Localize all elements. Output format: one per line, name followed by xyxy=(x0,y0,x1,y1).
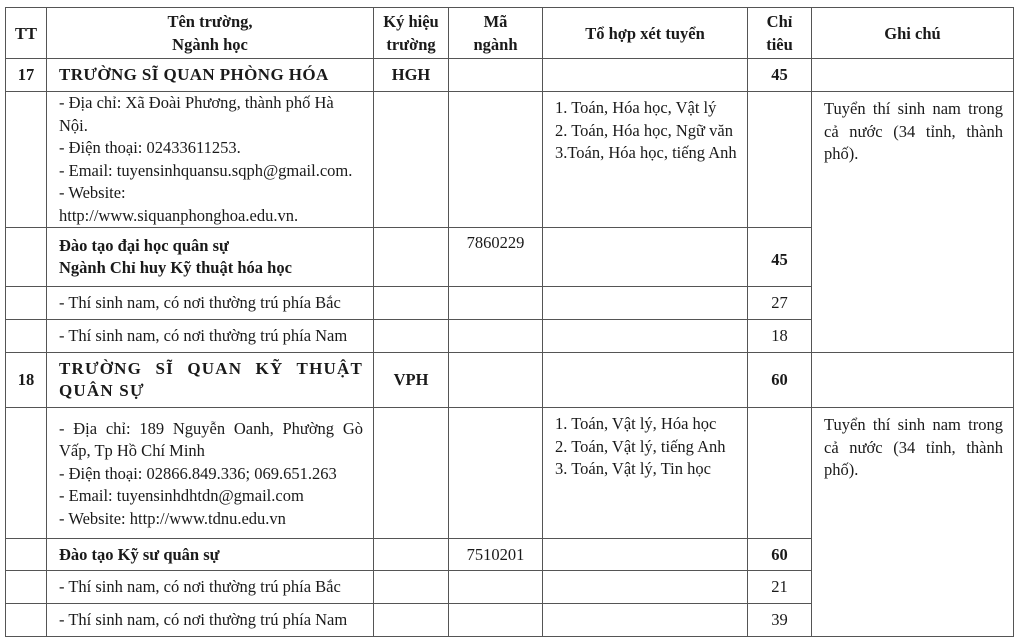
program-code: 7860229 xyxy=(449,228,543,287)
empty-cell xyxy=(543,604,748,637)
website-line: - Website: http://www.siquanphonghoa.edu.vn. xyxy=(59,183,299,225)
empty-cell xyxy=(543,287,748,320)
school-code-empty xyxy=(449,59,543,92)
school-tt: 18 xyxy=(6,353,47,408)
program-line: Đào tạo đại học quân sự xyxy=(59,235,229,255)
program-quota: 45 xyxy=(748,228,812,287)
school-symbol: HGH xyxy=(374,59,449,92)
empty-cell xyxy=(374,228,449,287)
empty-cell xyxy=(748,408,812,539)
empty-cell xyxy=(6,287,47,320)
phone-line: - Điện thoại: 02433611253. xyxy=(59,138,241,157)
program-name xyxy=(47,228,374,287)
header-combination: Tổ hợp xét tuyển xyxy=(543,8,748,59)
empty-cell xyxy=(449,571,543,604)
phone-line: - Điện thoại: 02866.849.336; 069.651.263 xyxy=(59,463,337,483)
empty-cell xyxy=(6,604,47,637)
school-combination-empty xyxy=(543,353,748,408)
combination-item: 2. Toán, Vật lý, tiếng Anh xyxy=(555,436,726,456)
school-quota: 60 xyxy=(748,353,812,408)
school-info-row xyxy=(6,92,1014,228)
combination-item: 3. Toán, Vật lý, Tin học xyxy=(555,459,711,478)
combination-item: 1. Toán, Vật lý, Hóa học xyxy=(555,414,717,433)
empty-cell xyxy=(543,571,748,604)
combination-item: 1. Toán, Hóa học, Vật lý xyxy=(555,98,717,117)
school-note-empty xyxy=(812,353,1014,408)
school-note: Tuyển thí sinh nam trong cả nước (34 tỉnh, thành phố). xyxy=(812,408,1014,637)
school-note: Tuyển thí sinh nam trong cả nước (34 tỉnh, thành phố). xyxy=(812,92,1014,353)
address-line: - Địa chỉ: Xã Đoài Phương, thành phố Hà Nội. xyxy=(59,93,334,135)
sub-row-label: - Thí sinh nam, có nơi thường trú phía Bắc xyxy=(47,287,374,320)
empty-cell xyxy=(374,539,449,571)
empty-cell xyxy=(748,92,812,228)
empty-cell xyxy=(543,228,748,287)
empty-cell xyxy=(543,320,748,353)
header-note: Ghi chú xyxy=(812,8,1014,59)
empty-cell xyxy=(449,287,543,320)
empty-cell xyxy=(6,408,47,539)
combination-item: 2. Toán, Hóa học, Ngữ văn xyxy=(555,120,733,140)
program-line: Ngành Chỉ huy Kỹ thuật hóa học xyxy=(59,258,292,277)
sub-row-quota: 18 xyxy=(748,320,812,353)
school-row xyxy=(6,59,1014,92)
program-quota: 60 xyxy=(748,539,812,571)
empty-cell xyxy=(374,287,449,320)
combination-item: 3.Toán, Hóa học, tiếng Anh xyxy=(555,143,737,162)
header-quota: Chỉ tiêu xyxy=(748,8,812,59)
school-contact-info xyxy=(47,408,374,539)
address-line: - Địa chỉ: 189 Nguyễn Oanh, Phường Gò Vấp, Tp Hồ Chí Minh xyxy=(59,418,363,461)
sub-row-label: - Thí sinh nam, có nơi thường trú phía Bắc xyxy=(47,571,374,604)
empty-cell xyxy=(374,604,449,637)
school-name: TRƯỜNG SĨ QUAN PHÒNG HÓA xyxy=(47,59,374,92)
header-major-code: Mã ngành xyxy=(449,8,543,59)
header-school-symbol: Ký hiệu trường xyxy=(374,8,449,59)
website-line: - Website: http://www.tdnu.edu.vn xyxy=(59,508,286,528)
empty-cell xyxy=(374,320,449,353)
school-code-empty xyxy=(449,353,543,408)
admissions-table xyxy=(5,7,1014,637)
school-contact-info xyxy=(47,92,374,228)
email-line: - Email: tuyensinhquansu.sqph@gmail.com. xyxy=(59,160,353,180)
empty-cell xyxy=(374,408,449,539)
school-info-row xyxy=(6,408,1014,539)
empty-cell xyxy=(6,320,47,353)
empty-cell xyxy=(449,92,543,228)
empty-cell xyxy=(374,92,449,228)
header-row xyxy=(6,8,1014,59)
sub-row-quota: 39 xyxy=(748,604,812,637)
school-tt: 17 xyxy=(6,59,47,92)
empty-cell xyxy=(543,539,748,571)
school-name: TRƯỜNG SĨ QUAN KỸ THUẬT QUÂN SỰ xyxy=(47,353,374,408)
email-line: - Email: tuyensinhdhtdn@gmail.com xyxy=(59,486,304,506)
empty-cell xyxy=(6,571,47,604)
empty-cell xyxy=(374,571,449,604)
empty-cell xyxy=(6,228,47,287)
school-symbol: VPH xyxy=(374,353,449,408)
school-note-empty xyxy=(812,59,1014,92)
school-combination-empty xyxy=(543,59,748,92)
sub-row-label: - Thí sinh nam, có nơi thường trú phía Nam xyxy=(47,320,374,353)
empty-cell xyxy=(6,539,47,571)
empty-cell xyxy=(6,92,47,228)
sub-row-label: - Thí sinh nam, có nơi thường trú phía Nam xyxy=(47,604,374,637)
empty-cell xyxy=(449,320,543,353)
empty-cell xyxy=(449,408,543,539)
header-school-name: Tên trường, Ngành học xyxy=(47,8,374,59)
program-name: Đào tạo Kỹ sư quân sự xyxy=(47,539,374,571)
empty-cell xyxy=(449,604,543,637)
combination-list xyxy=(543,408,748,539)
school-quota: 45 xyxy=(748,59,812,92)
combination-list xyxy=(543,92,748,228)
header-tt: TT xyxy=(6,8,47,59)
sub-row-quota: 21 xyxy=(748,571,812,604)
school-row xyxy=(6,353,1014,408)
sub-row-quota: 27 xyxy=(748,287,812,320)
program-code: 7510201 xyxy=(449,539,543,571)
